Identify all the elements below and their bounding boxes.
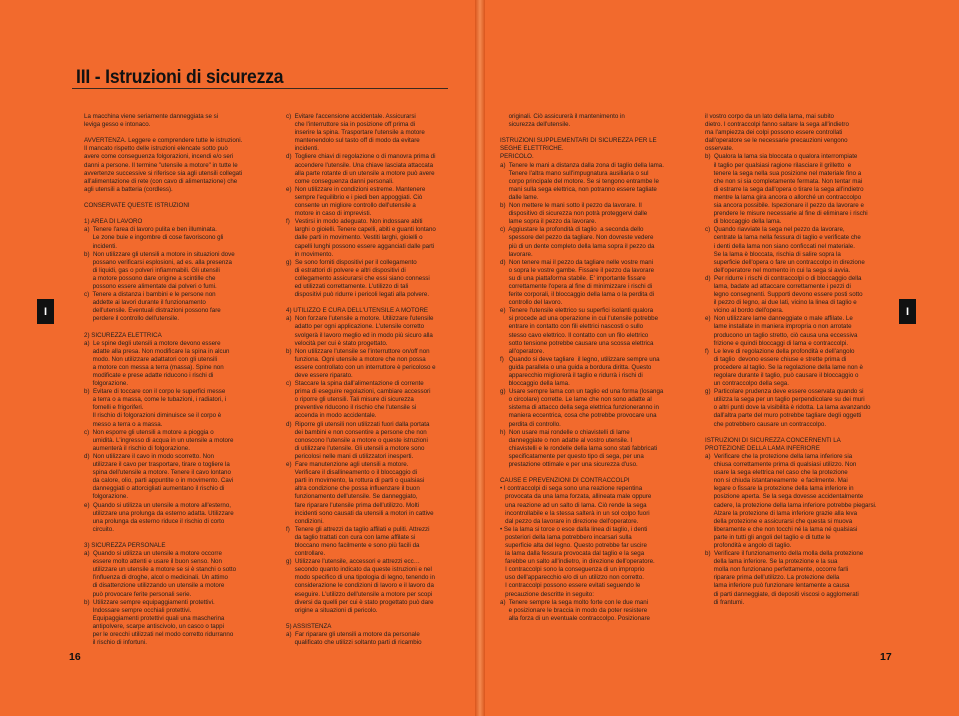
column-1-text: La macchina viene seriamente danneggiata se si leviga gesso e intonaco. AVVERTENZA. Leggere e comprendere tutte le istruzioni. Il mancato rispetto delle istruzioni elencate sotto può avere come conseguenza folgorazioni, incendi e/o seri danni a persone. Il termine "utensile a motore" in tutte le avvertenze successive si riferisce sia agli utensili collegati all'alimentazione di rete (con cavo di alimentazione) che agli utensili a batteria (cordless). CONSERVATE QUESTE ISTRUZIONI 1) AREA DI LAVORO a) Tenere l'area di lavoro pulita e ben illuminata. Le zone buie e ingombre di cose favoriscono gli incidenti. b) Non utilizzare gli utensili a motore in situazioni dove possano verificarsi esplosioni, ad es. alla presenza di liquidi, gas o polveri infiammabili. Gli utensili a motore possono dare origine a scintille che possono essere alimentate dai polveri o fumi. c) Tenere a distanza i bambini e le persone non addette ai lavori durante il funzionamento dell'utensile. Eventuali distrazioni possono fare perdere il controllo dell'utensile. 2) SICUREZZA ELETTRICA a) Le spine degli utensili a motore devono essere adatte alla presa. Non modificare la spina in alcun modo. Non utilizzare adattatori con gli utensili a motore con messa a terra (massa). Spine non modificate e prese adatte riducono i rischi di folgorazione. b) Evitare di toccare con il corpo le superfici messe a terra o a massa, come le tubazioni, i radiatori, i fornelli e frigoriferi. Il rischio di folgorazioni diminuisce se il corpo è messo a terra o a massa. c) Non esporre gli utensili a motore a pioggia o umidità. L'ingresso di acqua in un utensile a motore aumenterà il rischio di folgorazione. d) Non utilizzare il cavo in modo scorretto. Non utilizzare il cavo per trasportare, tirare o togliere la spina dell'utensile a motore. Tenere il cavo lontano da calore, olio, parti appuntite o in movimento. Cavi danneggiati o attorcigliati aumentano il rischio di folgorazione. e) Quando si utilizza un utensile a motore all'esterno, utilizzare una prolunga da esterno adatta. Utilizzare una prolunga da esterno riduce il rischio di corto circuito. 3) SICUREZZA PERSONALE a) Quando si utilizza un utensile a motore occorre essere molto attenti e usare il buon senso. Non utilizzare un utensile a motore se si è stanchi o sotto l'influenza di droghe, alcol o medicinali. Un attimo di disattenzione utilizzando un utensile a motore può provocare ferite personali serie. b) Utilizzare sempre equipaggiamenti protettivi. Indossare sempre occhiali protettivi. Equipaggiamenti protettivi quali una mascherina antipolvere, scarpe antiscivolo, un casco o tappi per le orecchi utilizzati nel modo corretto ridurranno il rischio di infortuni. xyxy=(84,113,243,647)
text-column-3 xyxy=(500,113,688,653)
page-gutter xyxy=(475,0,485,716)
column-2-text: c) Evitare l'accensione accidentale. Assicurarsi che l'interruttore sia in posizione off prima di inserire la spina. Trasportare l'utensile a motore mantenendolo sul tasto off di modo da evitare incidenti. d) Togliere chiavi di regolazione o di manovra prima di accendere l'utensile. Una chiave lasciata attaccata alla parte rotante di un utensile a motore può avere come conseguenza danni personali. e) Non utilizzare in condizioni estreme. Mantenere sempre l'equilibrio e i piedi ben appoggiati. Ciò consente un migliore controllo dell'utensile a motore in caso di imprevisti. f) Vestirsi in modo adeguato. Non indossare abiti larghi o gioielli. Tenere capelli, abiti e guanti lontano dalle parti in movimento. Vestiti larghi, gioielli o capelli lunghi possono essere agganciati dalle parti in movimento. g) Se sono forniti dispositivi per il collegamento di estrattori di polvere e altri dispositivi di collegamento assicurarsi che essi siano connessi ed utilizzati correttamente. L'utilizzo di tali dispositivi può ridurre i pericoli legati alla polvere. 4) UTILIZZO E CURA DELL'UTENSILE A MOTORE a) Non forzare l'utensile a motore. Utilizzare l'utensile adatto per ogni applicazione. L'utensile corretto svolgerà il lavoro meglio ed in modo più sicuro alla velocità per cui è stato progettato. b) Non utilizzare l'utensile se l'interruttore on/off non funziona. Ogni utensile a motore che non possa essere controllato con un interruttore è pericoloso e deve essere riparato. c) Staccare la spina dall'alimentazione di corrente prima di eseguire regolazioni, cambiare accessori o riporre gli utensili. Tali misure di sicurezza preventive riducono il rischio che l'utensile si accenda in modo accidentale. d) Riporre gli utensili non utilizzati fuori dalla portata dei bambini e non consentire a persone che non conoscono l'utensile a motore o queste istruzioni di utilizzare l'utensile. Gli utensili a motore sono pericolosi nelle mani di utilizzatori inesperti. e) Fare manutenzione agli utensili a motore. Verificare il disallineamento o il bloccaggio di parti in movimento, la rottura di parti o qualsiasi altra condizione che possa influenzare il buon funzionamento dell'utensile. Se danneggiato, fare riparare l'utensile prima dell'utilizzo. Molti incidenti sono causati da utensili a motori in cattive condizioni. f) Tenere gli attrezzi da taglio affilati e puliti. Attrezzi da taglio trattati con cura con lame affilate si bloccano meno facilmente e sono più facili da controllare. g) Utilizzare l'utensile, accessori e attrezzi ecc… secondo quanto indicato da queste istruzioni e nel modo specifico di una tipologia di legno, tenendo in considerazione le condizioni di lavoro e il lavoro da eseguire. L'utilizzo dell'utensile a motore per scopi diversi da quelli per cui è stato progettato può dare origine a situazioni di pericolo. 5) ASSISTENZA a) Far riparare gli utensili a motore da personale qualificato che utilizzi soltanto parti di ricambio xyxy=(286,113,436,647)
section-title: III - Istruzioni di sicurezza xyxy=(76,66,284,88)
text-column-1 xyxy=(84,113,267,653)
language-tab-right: I xyxy=(899,299,916,324)
text-column-2 xyxy=(286,113,470,653)
column-4-text: il vostro corpo da un lato della lama, mai subito dietro. I contraccolpi fanno saltare la sega all'indietro ma l'ampiezza dei colpi possono essere controllati dall'operatore se le necessarie precauzioni vengono osservate. b) Qualora la lama sia bloccata o qualora interrompiate il taglio per qualsiasi ragione rilasciare il grilletto e tenere la sega nella sua posizione nel materiale fino a che non si sia completamente fermata. Non tentar mai di estrarre la sega dall'opera o tirare la sega all'indietro mentre la lama gira ancora o allorché un contraccolpo sia ancora possibile. Ispezionare il pezzo da lavorare e prendere le misure necessarie al fine di eliminare i rischi di bloccaggio della lama. c) Quando riavviate la sega nel pezzo da lavorare, centrate la lama nella fessura di taglio e verificate che i denti della lama non siano conficcati nel materiale. Se la lama è bloccata, rischia di salire sopra la superficie dell'opera o fare un contraccolpo in direzione dell'operatore nel momento in cui la sega si avvia. d) Per ridurre i rischi di contraccolpi o di bloccaggio della lama, badate ad attaccare correttamente i pezzi di legno consegnenti. Supporti devono essere posti sotto il pezzo di legno, ai due lati, vicino la linea di taglio e vicino al bordo dell'opera. e) Non utilizzare lame danneggiate o male affilate. Le lame installate in maniera impropria o non arrotate producono un taglio stretto, ciò causa una eccessiva frizione e quindi bloccaggi di lama e contraccolpi. f) Le leve di regolazione della profondità e dell'angolo di taglio devono essere chiuse e strette prima di procedere al taglio. Se la regolazione della lame non è regolare durante il taglio, può causare il bloccaggio o un contraccolpo della sega. g) Particolare prudenza deve essere osservata quando si utilizza la sega per un taglio perpendicolare su dei muri o altri punti dove la visibilità è ridotta. La lama avanzando dall'altra parte del muro potrebbe tagliare degli oggetti che potrebbero causare un contraccolpo. ISTRUZIONI DI SICUREZZA CONCERNENTI LA PROTEZIONE DELLA LAMA INFERIORE a) Verificare che la protezione della lama inferiore sia chiusa correttamente prima di qualsiasi utilizzo. Non usare la sega elettrica nel caso che la protezione non si chiuda istantaneamente e facilmente. Mai legare o fissare la protezione della lama inferiore in posizione aperta. Se la sega dovesse accidentalmente cadere, la protezione della lama inferiore potrebbe piegarsi. Alzare la protezione di lama inferiore grazie alla leva della protezione e assicurarsi che questa si muova liberamente e che non tocchi né la lama né qualsiasi parte in tutti gli angoli del taglio e di tutte le profondità e angolo di taglio. b) Verificare il funzionamento della molla della protezione della lama inferiore. Se la protezione e la sua molla non funzionano perfettamente, occorre farli riparare prima dell'utilizzo. La protezione della lama inferiore può funzionare lentamente a causa di parti danneggiate, di depositi viscosi o agglomerati di frantumi. xyxy=(705,113,877,606)
language-tab-left: I xyxy=(37,299,54,324)
text-column-4 xyxy=(705,113,895,653)
page-number-right: 17 xyxy=(880,651,892,663)
title-underline xyxy=(72,88,448,89)
column-3-text: originali. Ciò assicurerà il mantenimento in sicurezza dell'utensile. ISTRUZIONI SUPPLEMENTARI DI SICUREZZA PER LE SEGHE ELETTRICHE. PERICOLO. a) Tenere le mani a distanza dalla zona di taglio della lama. Tenere l'altra mano sull'impugnatura ausiliaria o sul corpo principale del motore. Se si tengono entrambe le mani sulla sega elettrica, non potranno essere tagliate dalle lame. b) Non mettere le mani sotto il pezzo da lavorare. Il dispositivo di sicurezza non potrà proteggervi dalle lame sopra il pezzo da lavorare. c) Aggiustare la profondità di taglio a seconda dello spessore del pezzo da tagliare. Non dovreste vedere più di un dente completo della lama sopra il pezzo da lavorare. d) Non tenere mai il pezzo da tagliare nelle vostre mani o sopra le vostre gambe. Fissare il pezzo da lavorare su di una piattaforma stabile. E' importante fissare correttamente l'opera al fine di minimizzare i rischi di ferite corporali, il bloccaggio della lama o la perdita di controllo del lavoro. e) Tenere l'utensile elettrico su superfici isolanti qualora si procede ad una operazione in cui l'utensile potrebbe entrare in contatto con fili elettrici nascosti o sullo stesso cavo elettrico. Il contatto con un filo elettrico sotto tensione potrebbe causare una scossa elettrica all'operatore. f) Quando si deve tagliare il legno, utilizzare sempre una guida parallela o una guida a bordura diritta. Questo apparecchio migliorerà il taglio e ridurrà i rischi di bloccaggio della lama. g) Usare sempre lama con un taglio ed una forma (losanga o circolare) corrette. Le lame che non sono adatte al sistema di attacco della sega elettrica funzioneranno in maniera eccentrica, cosa che potrebbe provocare una perdita di controllo. h) Non usare mai rondelle o chiavistelli di lame danneggiate o non adatte al vostro utensile. I chiavistelli e le rondelle della lama sono stati fabbricati specificatamente per questo tipo di sega, per una prestazione ottimale e per una sicurezza d'uso. CAUSE E PREVENZIONI DI CONTRACCOLPI • I contraccolpi di sega sono una reazione repentina provocata da una lama forzata, allineata male oppure una reazione ad un salto di lama. Ciò rende la sega incontrollabile e la stessa salterà in un sol colpo fuori dal pezzo da lavorare in direzione dell'operatore. • Se la lama si torce o esce dalla linea di taglio, i denti posteriori della lama potrebbero incarsari sulla superficie alta del legno. Questo potrebbe far uscire la lama dalla fessura provocata dal taglio e la sega farebbe un salto all'indietro, in direzione dell'operatore. I contraccolpi sono la conseguenza di un improprio uso dell'apparecchio e/o di un utilizzo non corretto. I contraccolpi possono essere evitati seguendo le precauzione descritte in seguito: a) Tenere sempre la sega molto forte con le due mani e posizionare le braccia in modo da poter resistere alla forza di un eventuale contraccolpo. Posizionare xyxy=(500,113,664,622)
page-number-left: 16 xyxy=(69,651,81,663)
